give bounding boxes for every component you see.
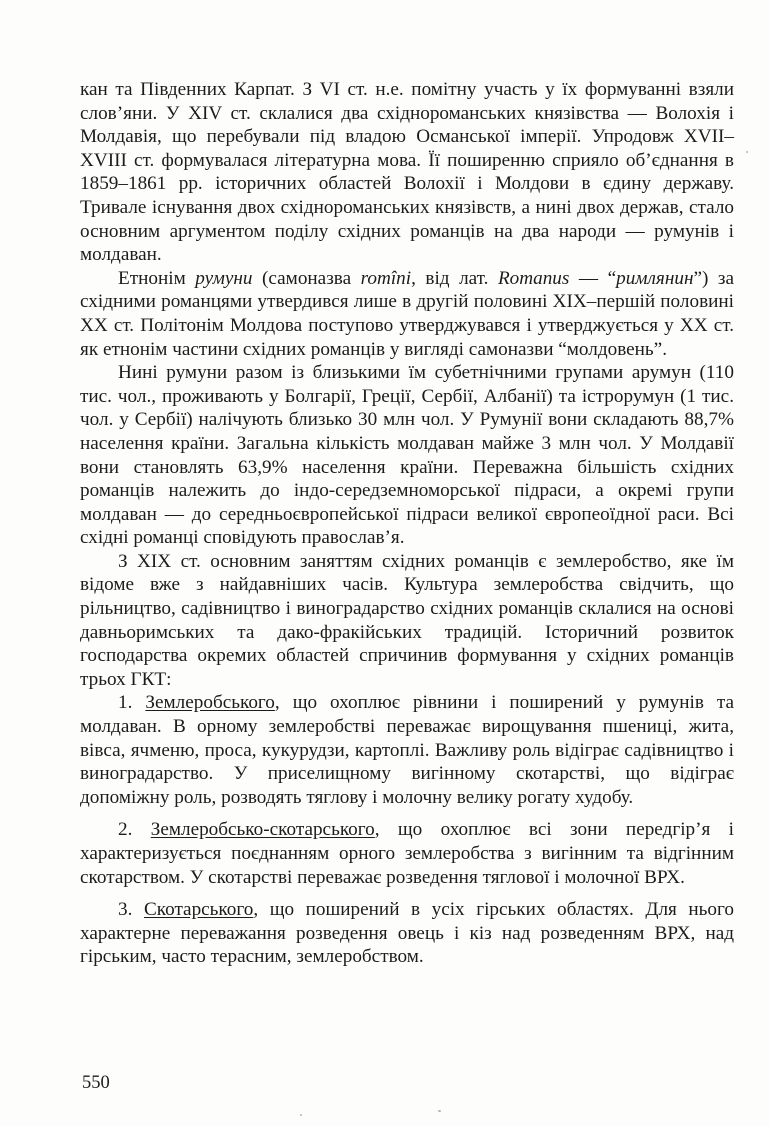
paragraph-4 <box>80 550 734 692</box>
paragraph-1-text: кан та Південних Карпат. З VI ст. н.е. помітну участь у їх формуванні взяли слов’яни. У XIV ст. склалися два східнороманських князівства — Волохія і Молдавія, що перебували під владою Османської імперії. Упродовж XVII–XVIII ст. формувалася літературна мова. Її поширенню сприяло об’єднання в 1859–1861 рр. історичних областей Волохії і Молдови в єдину державу. Тривале існування двох східнороманських князівств, а нині двох держав, стало основним аргументом поділу східних романців на два народи — румунів і молдаван. <box>80 79 734 266</box>
body-text <box>80 78 734 969</box>
list-item-2-text: , що охоплює всі зони передгір’я і характеризується поєднанням орного землеробства з вигінним та відгінним скотарством. У скотарстві переважає розведення тяглової і молочної ВРХ. <box>80 819 734 888</box>
term-rumuny: румуни <box>195 267 253 289</box>
scan-speck <box>746 151 748 153</box>
paragraph-2-part2: (самоназва <box>252 267 361 289</box>
term-romanus: Romanus <box>497 267 570 289</box>
list-item-2-term: Землеробсько-скотарського <box>150 819 375 841</box>
paragraph-2-part5: ”) за східними романцями утвердився лише в другій половині XIX–першій половині XX ст. Політонім Молдова поступово утверджувався і утверджується у XX ст. як етнонім частини східних романців у вигляді самоназви “молдовень”. <box>80 267 734 360</box>
paragraph-3 <box>80 361 734 550</box>
list-item-2-prefix: 2. <box>118 819 151 841</box>
page-number: 550 <box>82 1073 110 1093</box>
term-rymlianyn: римлянин <box>616 267 694 289</box>
list-item-3 <box>80 898 734 969</box>
list-item-1-term: Землеробського <box>145 692 275 714</box>
list-item-3-text: , що поширений в усіх гірських областях. Для нього характерне переважання розведення овець і кіз над розведенням ВРХ, над гірським, часто терасним, землеробством. <box>80 899 735 968</box>
paragraph-2-part4: — “ <box>569 267 617 289</box>
paragraph-2-part1: Етнонім <box>118 267 196 289</box>
paragraph-4-text: З XIX ст. основним заняттям східних романців є землеробство, яке їм відоме вже з найдавніших часів. Культура землеробства свідчить, що рільництво, садівництво і виноградарство східних романців склалися на основі давньоримських та дако-фракійських традицій. Історичний розвиток господарства окремих областей спричинив формування у східних романців трьох ГКТ: <box>80 550 734 690</box>
list-item-3-term: Скотарського <box>143 899 254 921</box>
list-item-2 <box>80 818 734 889</box>
list-item-1-prefix: 1. <box>118 692 146 714</box>
term-romini: romîni <box>360 267 412 289</box>
paragraph-2-part3: , від лат. <box>411 267 498 289</box>
paragraph-1 <box>80 78 734 267</box>
list-item-1 <box>80 691 734 809</box>
paragraph-2 <box>80 267 734 361</box>
scan-speck <box>438 1110 441 1112</box>
list-item-3-prefix: 3. <box>118 899 144 921</box>
list-item-1-text: , що охоплює рівнини і поширений у румунів та молдаван. В орному землеробстві переважає вирощування пшениці, жита, вівса, ячменю, проса, кукурудзи, картоплі. Важливу роль відіграє садівництво і виноградарство. У приселищному вигінному скотарстві, що відіграє допоміжну роль, розводять тяглову і молочну велику рогату худобу. <box>80 692 735 808</box>
paragraph-3-text: Нині румуни разом із близькими їм субетнічними групами арумун (110 тис. чол., проживають у Болгарії, Греції, Сербії, Албанії) та істрорумун (1 тис. чол. у Сербії) налічують близько 30 млн чол. У Румунії вони складають 88,7% населення країни. Загальна кількість молдаван майже 3 млн чол. У Молдавії вони становлять 63,9% населення країни. Переважна більшість східних романців належить до індо-середземноморської підраси, а окремі групи молдаван — до середньоєвропейської підраси великої європеоїдної раси. Всі східні романці сповідують православ’я. <box>80 362 734 549</box>
scan-speck <box>300 1114 302 1116</box>
